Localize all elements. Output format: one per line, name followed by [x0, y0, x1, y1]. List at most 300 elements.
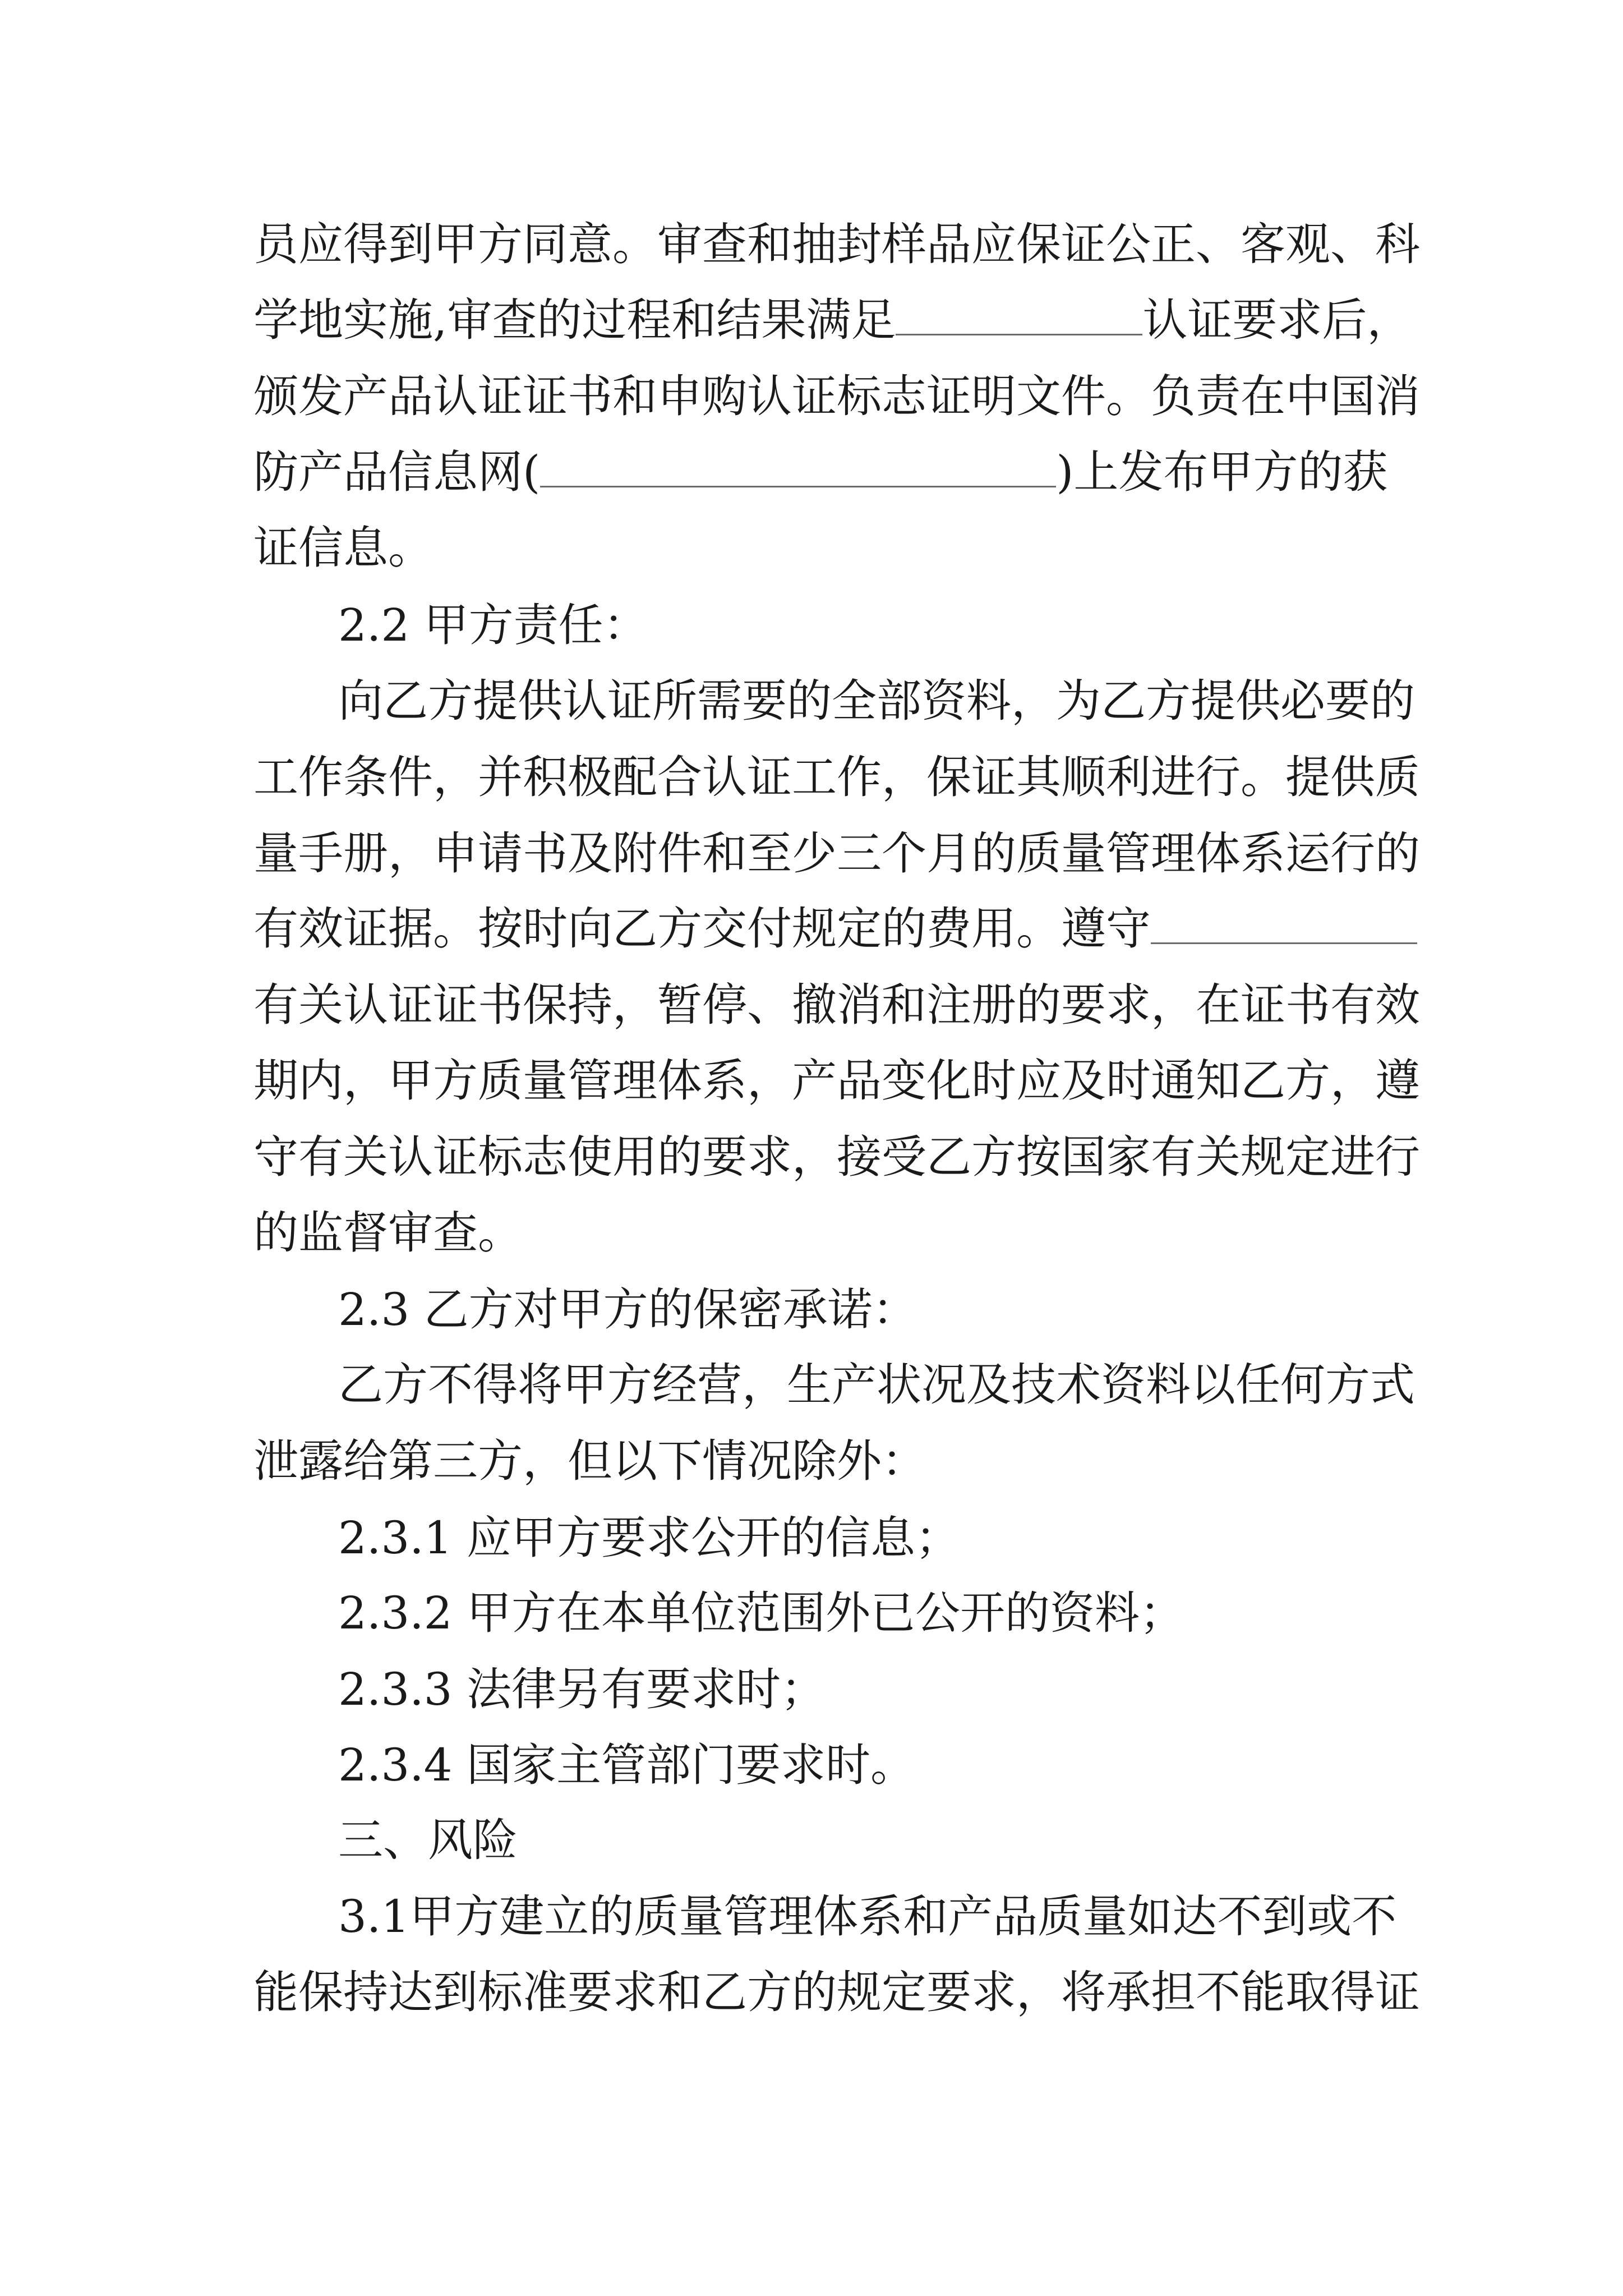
text-glyph: 负: [1151, 370, 1196, 422]
text-glyph: 件: [388, 751, 433, 803]
text-glyph: 通: [1151, 1055, 1196, 1107]
text-glyph: 方: [433, 1055, 478, 1107]
text-glyph: 的: [787, 675, 832, 727]
text-glyph: 式: [1370, 1359, 1415, 1411]
text-glyph: 志: [882, 370, 926, 422]
text-glyph: 准: [523, 1966, 568, 2018]
text-glyph: 附: [612, 827, 657, 880]
text-glyph: 工: [253, 751, 298, 803]
text-glyph: 向: [338, 675, 383, 727]
text-glyph: 要: [702, 1131, 747, 1183]
text-glyph: 供: [1330, 751, 1375, 803]
text-glyph: 中: [1285, 370, 1330, 422]
text-glyph: 意: [568, 218, 612, 270]
text-glyph: 部: [877, 675, 921, 727]
text-line-3: [253, 357, 1420, 436]
text-line-8: [253, 738, 1420, 817]
text-glyph: 册: [971, 979, 1016, 1031]
text-glyph: 配: [612, 751, 657, 803]
text-glyph: 极: [568, 751, 612, 803]
text-glyph: 要: [568, 1966, 612, 2018]
text-glyph: 证: [1061, 218, 1106, 270]
heading-text: 三、风险: [338, 1814, 518, 1866]
text-glyph: 申: [657, 370, 702, 422]
text-glyph: 消: [1375, 370, 1420, 422]
text-glyph: 观: [1285, 218, 1330, 270]
text-glyph: 产: [832, 1359, 877, 1411]
text-glyph: 量: [523, 1055, 568, 1107]
text-glyph: 证: [433, 1131, 478, 1183]
text-glyph: 品: [837, 1055, 882, 1107]
text-glyph: 技: [1011, 1359, 1056, 1411]
text-glyph: 不: [428, 1359, 473, 1411]
list-item-2-3-1: [338, 1499, 1381, 1577]
text-glyph: 正: [1151, 218, 1196, 270]
text-glyph: 其: [1016, 751, 1061, 803]
text-glyph: 变: [882, 1055, 926, 1107]
text-glyph: 质: [1038, 1890, 1083, 1943]
text-glyph: 量: [679, 1890, 724, 1943]
text-glyph: 应: [1016, 1055, 1061, 1107]
text-glyph: 的: [1375, 827, 1420, 880]
line-text: 防产品信息网(: [253, 446, 541, 498]
text-glyph: 提: [473, 675, 518, 727]
text-glyph: 方: [478, 218, 523, 270]
text-glyph: 证: [433, 979, 478, 1031]
text-glyph: 不: [1217, 1890, 1262, 1943]
text-glyph: 请: [478, 827, 523, 880]
text-glyph: 行: [1330, 827, 1375, 880]
text-glyph: 料: [966, 675, 1011, 727]
text-glyph: 书: [1285, 979, 1330, 1031]
list-item-text: 2.3.1 应甲方要求公开的信息；: [338, 1512, 960, 1564]
text-glyph: 国: [1061, 1131, 1106, 1183]
text-glyph: 求: [747, 1131, 792, 1183]
text-glyph: 需: [697, 675, 742, 727]
text-glyph: ，: [343, 1055, 388, 1107]
text-glyph: 任: [1235, 1359, 1280, 1411]
text-glyph: 产: [948, 1890, 993, 1943]
text-glyph: 证: [607, 675, 652, 727]
text-glyph: 证: [388, 979, 433, 1031]
text-glyph: 方: [607, 1359, 652, 1411]
text-glyph: 证: [1375, 1966, 1420, 2018]
text-glyph: 审: [657, 218, 702, 270]
text-glyph: ，: [747, 1055, 792, 1107]
text-glyph: 的: [589, 1890, 634, 1943]
text-glyph: 3: [338, 1890, 367, 1943]
text-glyph: 方: [747, 1966, 792, 2018]
text-glyph: 、: [747, 979, 792, 1031]
text-glyph: 运: [1285, 827, 1330, 880]
text-glyph: 定: [1285, 1131, 1330, 1183]
text-glyph: 关: [1196, 1131, 1241, 1183]
text-glyph: 书: [523, 827, 568, 880]
text-line-2: [253, 281, 1412, 360]
text-glyph: 有: [1151, 1131, 1196, 1183]
text-glyph: 认: [702, 751, 747, 803]
text-glyph: 达: [388, 1966, 433, 2018]
text-glyph: 抽: [792, 218, 837, 270]
text-glyph: 三: [837, 827, 882, 880]
text-glyph: 有: [1330, 979, 1375, 1031]
heading-text: 2.3 乙方对甲方的保密承诺：: [338, 1283, 917, 1336]
text-glyph: 料: [1146, 1359, 1191, 1411]
text-glyph: 志: [523, 1131, 568, 1183]
text-glyph: 能: [253, 1966, 298, 2018]
text-glyph: 量: [253, 827, 298, 880]
text-glyph: 关: [343, 1131, 388, 1183]
text-glyph: 个: [882, 827, 926, 880]
text-glyph: 和: [612, 370, 657, 422]
text-glyph: 达: [1172, 1890, 1218, 1943]
text-glyph: 营: [697, 1359, 742, 1411]
text-glyph: 甲: [433, 218, 478, 270]
fill-in-blank-url: [540, 445, 1056, 487]
text-glyph: ，: [1330, 1055, 1375, 1107]
text-glyph: 有: [298, 1131, 343, 1183]
text-glyph: 和: [747, 218, 792, 270]
text-glyph: 样: [882, 218, 926, 270]
text-glyph: 认: [562, 675, 607, 727]
text-glyph: 理: [768, 1890, 814, 1943]
text-glyph: 守: [253, 1131, 298, 1183]
text-glyph: 手: [298, 827, 343, 880]
text-glyph: 有: [253, 979, 298, 1031]
text-glyph: 进: [1151, 751, 1196, 803]
text-line-10: [253, 890, 1381, 968]
text-glyph: 和: [903, 1890, 948, 1943]
text-line-23: [338, 1878, 1397, 1956]
text-glyph: 状: [877, 1359, 921, 1411]
text-glyph: 认: [747, 370, 792, 422]
text-line-7: [338, 662, 1415, 740]
text-glyph: 家: [1106, 1131, 1151, 1183]
text-glyph: 保: [523, 979, 568, 1031]
text-glyph: 注: [926, 979, 971, 1031]
text-glyph: 关: [298, 979, 343, 1031]
text-glyph: 证: [1241, 979, 1285, 1031]
text-glyph: 内: [298, 1055, 343, 1107]
text-glyph: 。: [1241, 751, 1285, 803]
text-glyph: 标: [478, 1966, 523, 2018]
text-glyph: 所: [652, 675, 697, 727]
text-glyph: 证: [926, 370, 971, 422]
text-glyph: 件: [1061, 370, 1106, 422]
text-glyph: 能: [1241, 1966, 1285, 2018]
text-glyph: 合: [657, 751, 702, 803]
text-glyph: 全: [832, 675, 877, 727]
text-glyph: ，: [1011, 675, 1056, 727]
text-glyph: 期: [253, 1055, 298, 1107]
text-glyph: 并: [478, 751, 523, 803]
text-glyph: 求: [1106, 979, 1151, 1031]
list-item-text: 2.3.4 国家主管部门要求时。: [338, 1739, 915, 1791]
text-glyph: 顺: [1061, 751, 1106, 803]
text-glyph: 管: [1106, 827, 1151, 880]
text-glyph: 乙: [1101, 675, 1146, 727]
text-glyph: 少: [792, 827, 837, 880]
text-glyph: 要: [742, 675, 787, 727]
text-glyph: 受: [882, 1131, 926, 1183]
text-glyph: 品: [993, 1890, 1038, 1943]
text-glyph: 行: [1196, 751, 1241, 803]
text-glyph: 质: [1016, 827, 1061, 880]
text-glyph: 。: [1106, 370, 1151, 422]
text-glyph: 撤: [792, 979, 837, 1031]
text-glyph: 同: [523, 218, 568, 270]
text-glyph: 证: [792, 370, 837, 422]
text-glyph: 保: [926, 751, 971, 803]
text-glyph: 工: [792, 751, 837, 803]
text-glyph: 的: [1016, 979, 1061, 1031]
text-glyph: 接: [837, 1131, 882, 1183]
text-glyph: 系: [858, 1890, 903, 1943]
text-glyph: 的: [971, 827, 1016, 880]
text-glyph: 查: [702, 218, 747, 270]
text-glyph: 不: [1196, 1966, 1241, 2018]
text-glyph: 及: [966, 1359, 1011, 1411]
text-glyph: 化: [926, 1055, 971, 1107]
text-glyph: 将: [1061, 1966, 1106, 2018]
text-glyph: 和: [702, 827, 747, 880]
text-line-24: [253, 1953, 1420, 2032]
text-glyph: 书: [478, 979, 523, 1031]
text-glyph: 定: [882, 1966, 926, 2018]
text-glyph: 乙: [383, 675, 428, 727]
text-glyph: 系: [702, 1055, 747, 1107]
list-item-2-3-4: [338, 1726, 1381, 1805]
line-text: 有效证据。按时向乙方交付规定的费用。遵守: [253, 903, 1151, 955]
text-glyph: ，: [612, 979, 657, 1031]
text-glyph: 方: [1285, 1055, 1330, 1107]
text-glyph: 证: [747, 751, 792, 803]
text-glyph: 标: [837, 370, 882, 422]
text-glyph: 册: [343, 827, 388, 880]
text-glyph: 在: [1196, 979, 1241, 1031]
text-glyph: 认: [343, 979, 388, 1031]
text-glyph: 得: [473, 1359, 518, 1411]
text-glyph: 书: [568, 370, 612, 422]
line-text: 证信息。: [253, 522, 433, 574]
text-glyph: 科: [1375, 218, 1420, 270]
section-heading-2-3: [338, 1271, 1381, 1349]
text-glyph: 保: [1016, 218, 1061, 270]
text-glyph: 到: [388, 218, 433, 270]
line-text: 的监督审查。: [253, 1207, 523, 1259]
text-glyph: 持: [343, 1966, 388, 2018]
text-glyph: 国: [1330, 370, 1375, 422]
text-glyph: 品: [926, 218, 971, 270]
text-glyph: 求: [971, 1966, 1016, 2018]
text-glyph: 作: [837, 751, 882, 803]
text-glyph: 进: [1330, 1131, 1375, 1183]
text-glyph: 时: [971, 1055, 1016, 1107]
text-glyph: 知: [1196, 1055, 1241, 1107]
text-glyph: 产: [343, 370, 388, 422]
text-glyph: 利: [1106, 751, 1151, 803]
text-glyph: 得: [1330, 1966, 1375, 2018]
text-line-4: [253, 433, 1388, 512]
text-glyph: 1: [381, 1890, 410, 1943]
text-glyph: 资: [1101, 1359, 1146, 1411]
text-glyph: 使: [568, 1131, 612, 1183]
text-glyph: 明: [971, 370, 1016, 422]
line-text: 学地实施,审查的过程和结果满足: [253, 294, 896, 346]
text-glyph: 和: [882, 979, 926, 1031]
line-text: 泄露给第三方，但以下情况除外：: [253, 1435, 926, 1487]
text-glyph: 的: [657, 1131, 702, 1183]
text-glyph: 应: [971, 218, 1016, 270]
text-line-12: [253, 1042, 1420, 1120]
text-glyph: 购: [702, 370, 747, 422]
text-glyph: 方: [971, 1131, 1016, 1183]
text-glyph: ，: [1016, 1966, 1061, 2018]
list-item-2-3-2: [338, 1574, 1381, 1653]
text-glyph: 保: [298, 1966, 343, 2018]
text-glyph: .: [366, 1890, 381, 1943]
text-glyph: 品: [388, 370, 433, 422]
text-glyph: 承: [1106, 1966, 1151, 2018]
text-glyph: 到: [1262, 1890, 1307, 1943]
text-glyph: 颁: [253, 370, 298, 422]
text-glyph: 质: [634, 1890, 679, 1943]
text-glyph: ，: [433, 751, 478, 803]
text-glyph: 持: [568, 979, 612, 1031]
text-glyph: 供: [1235, 675, 1280, 727]
text-glyph: 申: [433, 827, 478, 880]
text-glyph: 用: [612, 1131, 657, 1183]
text-glyph: 资: [921, 675, 966, 727]
section-heading-2-2: [338, 586, 1381, 665]
list-item-text: 2.3.2 甲方在本单位范围外已公开的资料；: [338, 1587, 1184, 1639]
text-glyph: 甲: [409, 1890, 455, 1943]
text-glyph: 规: [837, 1966, 882, 2018]
text-glyph: ，: [792, 1131, 837, 1183]
text-glyph: 担: [1151, 1966, 1196, 2018]
text-glyph: 方: [454, 1890, 500, 1943]
text-glyph: 行: [1375, 1131, 1420, 1183]
text-glyph: 件: [657, 827, 702, 880]
fill-in-blank: [896, 293, 1142, 335]
heading-text: 2.2 甲方责任：: [338, 599, 648, 651]
text-glyph: 体: [1196, 827, 1241, 880]
text-glyph: 将: [518, 1359, 562, 1411]
text-glyph: 和: [657, 1966, 702, 2018]
text-glyph: 积: [523, 751, 568, 803]
text-glyph: 建: [499, 1890, 545, 1943]
line-text: 认证要求后，: [1142, 294, 1412, 346]
text-glyph: 及: [1061, 1055, 1106, 1107]
text-glyph: 标: [478, 1131, 523, 1183]
text-glyph: 认: [433, 370, 478, 422]
text-glyph: 体: [813, 1890, 859, 1943]
text-glyph: 封: [837, 218, 882, 270]
text-glyph: 理: [612, 1055, 657, 1107]
text-glyph: 责: [1196, 370, 1241, 422]
text-line-5: [253, 509, 1381, 587]
text-glyph: 证: [971, 751, 1016, 803]
text-glyph: 方: [1146, 675, 1191, 727]
text-glyph: 立: [544, 1890, 589, 1943]
text-glyph: 规: [1241, 1131, 1285, 1183]
text-glyph: 乙: [926, 1131, 971, 1183]
text-glyph: 效: [1375, 979, 1420, 1031]
text-glyph: 按: [1016, 1131, 1061, 1183]
text-glyph: 量: [1061, 827, 1106, 880]
text-glyph: 的: [792, 1966, 837, 2018]
text-glyph: ，: [388, 827, 433, 880]
fill-in-blank: [1151, 902, 1417, 944]
text-glyph: 要: [926, 1966, 971, 2018]
text-glyph: 应: [298, 218, 343, 270]
text-glyph: 乙: [702, 1966, 747, 2018]
text-glyph: 如: [1127, 1890, 1173, 1943]
list-item-text: 2.3.3 法律另有要求时；: [338, 1663, 826, 1715]
text-glyph: 消: [837, 979, 882, 1031]
text-glyph: ，: [1151, 979, 1196, 1031]
text-glyph: 至: [747, 827, 792, 880]
text-glyph: 必: [1280, 675, 1325, 727]
text-glyph: 理: [1151, 827, 1196, 880]
line-text: )上发布甲方的获: [1056, 446, 1388, 498]
text-glyph: 求: [612, 1966, 657, 2018]
text-glyph: 作: [298, 751, 343, 803]
list-item-2-3-3: [338, 1650, 1381, 1729]
text-glyph: 的: [1370, 675, 1415, 727]
text-glyph: 甲: [562, 1359, 607, 1411]
text-glyph: 、: [1330, 218, 1375, 270]
text-glyph: 、: [1196, 218, 1241, 270]
text-glyph: 经: [652, 1359, 697, 1411]
text-glyph: 到: [433, 1966, 478, 2018]
text-glyph: 认: [388, 1131, 433, 1183]
text-glyph: 时: [1106, 1055, 1151, 1107]
text-glyph: 要: [1061, 979, 1106, 1031]
text-glyph: 产: [792, 1055, 837, 1107]
text-line-17: [253, 1422, 1381, 1501]
text-glyph: 管: [723, 1890, 769, 1943]
text-glyph: 条: [343, 751, 388, 803]
text-glyph: ，: [882, 751, 926, 803]
text-glyph: 何: [1280, 1359, 1325, 1411]
text-line-13: [253, 1118, 1420, 1197]
text-glyph: 方: [428, 675, 473, 727]
text-glyph: 取: [1285, 1966, 1330, 2018]
text-glyph: 生: [787, 1359, 832, 1411]
text-glyph: 术: [1056, 1359, 1101, 1411]
section-heading-3: [338, 1801, 1381, 1880]
text-glyph: 系: [1241, 827, 1285, 880]
text-glyph: 不: [1352, 1890, 1397, 1943]
text-glyph: 为: [1056, 675, 1101, 727]
text-glyph: 在: [1241, 370, 1285, 422]
text-glyph: 质: [1375, 751, 1420, 803]
text-glyph: 方: [1325, 1359, 1370, 1411]
text-glyph: 客: [1241, 218, 1285, 270]
text-glyph: 以: [1191, 1359, 1235, 1411]
text-line-14: [253, 1194, 1381, 1272]
text-glyph: 月: [926, 827, 971, 880]
text-line-16: [338, 1346, 1415, 1424]
text-glyph: 公: [1106, 218, 1151, 270]
text-glyph: 提: [1285, 751, 1330, 803]
text-glyph: 员: [253, 218, 298, 270]
text-glyph: 体: [657, 1055, 702, 1107]
text-line-11: [253, 966, 1420, 1045]
text-glyph: 文: [1016, 370, 1061, 422]
text-line-9: [253, 815, 1420, 893]
